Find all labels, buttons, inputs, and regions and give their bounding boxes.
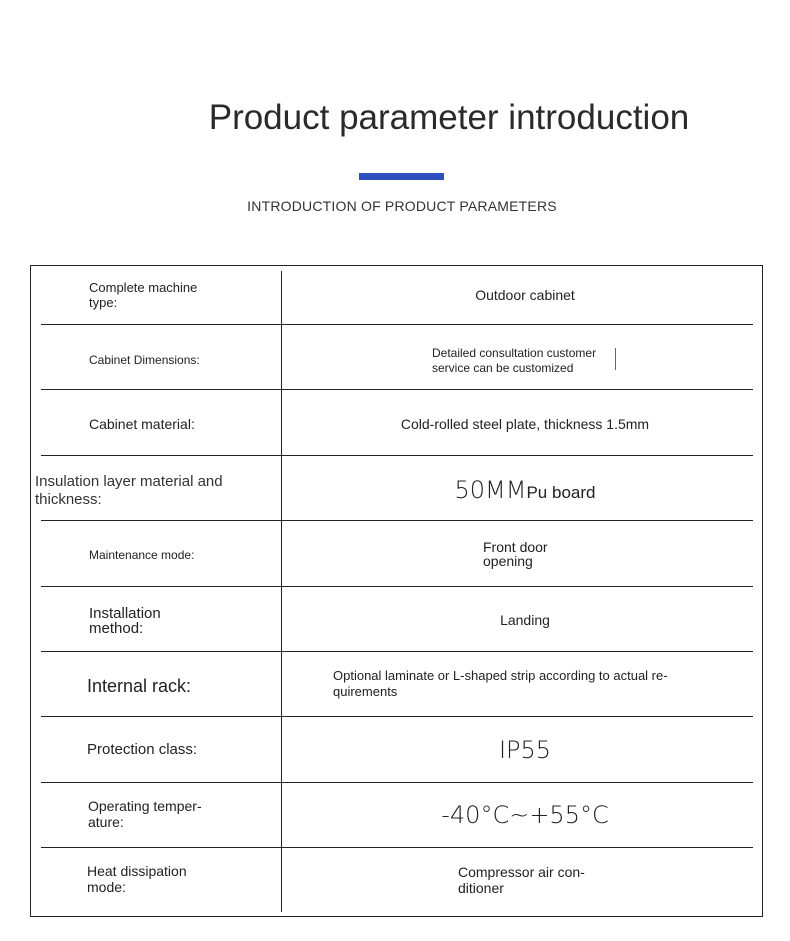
row-divider: [41, 389, 753, 390]
page-title: Product parameter introduction: [208, 98, 690, 137]
row-divider: [41, 847, 753, 848]
param-label-material: Cabinet material:: [89, 416, 195, 432]
param-value-temperature: -40°C~+55°C: [441, 801, 609, 829]
param-label-maintenance: Maintenance mode:: [89, 548, 195, 562]
parameter-table: [30, 265, 763, 917]
row-divider: [41, 455, 753, 456]
page-subtitle: INTRODUCTION OF PRODUCT PARAMETERS: [247, 198, 557, 214]
param-label-protection: Protection class:: [87, 741, 198, 758]
insulation-material: Pu board: [526, 483, 596, 502]
param-label-temperature: Operating temper-ature:: [88, 798, 202, 830]
param-value-installation: Landing: [500, 612, 550, 628]
param-label-machine-type: Complete machine type:: [89, 280, 198, 310]
param-value-internal-rack: Optional laminate or L-shaped strip according to actual re-quirements: [333, 668, 668, 699]
text-cursor: [615, 348, 616, 370]
param-value-dimensions: Detailed consultation customer service can be customized: [432, 346, 597, 375]
param-value-insulation: [282, 476, 768, 504]
row-divider: [41, 586, 753, 587]
param-label-installation: Installation method:: [89, 605, 161, 637]
row-divider: [41, 651, 753, 652]
row-divider: [41, 716, 753, 717]
param-label-dimensions: Cabinet Dimensions:: [89, 353, 200, 367]
param-label-internal-rack: Internal rack:: [87, 676, 192, 696]
param-label-insulation: Insulation layer material and thickness:: [35, 473, 223, 508]
param-label-heat-dissipation: Heat dissipation mode:: [87, 863, 187, 895]
insulation-thickness: 50MM: [454, 476, 527, 504]
param-value-maintenance: Front door opening: [483, 539, 548, 569]
param-value-machine-type: Outdoor cabinet: [475, 287, 575, 303]
title-accent-bar: [359, 173, 444, 180]
param-value-heat-dissipation: Compressor air con-ditioner: [458, 864, 585, 896]
row-divider: [41, 324, 753, 325]
row-divider: [41, 520, 753, 521]
param-value-material: Cold-rolled steel plate, thickness 1.5mm: [400, 416, 650, 432]
param-value-protection: IP55: [498, 736, 552, 764]
row-divider: [41, 782, 753, 783]
